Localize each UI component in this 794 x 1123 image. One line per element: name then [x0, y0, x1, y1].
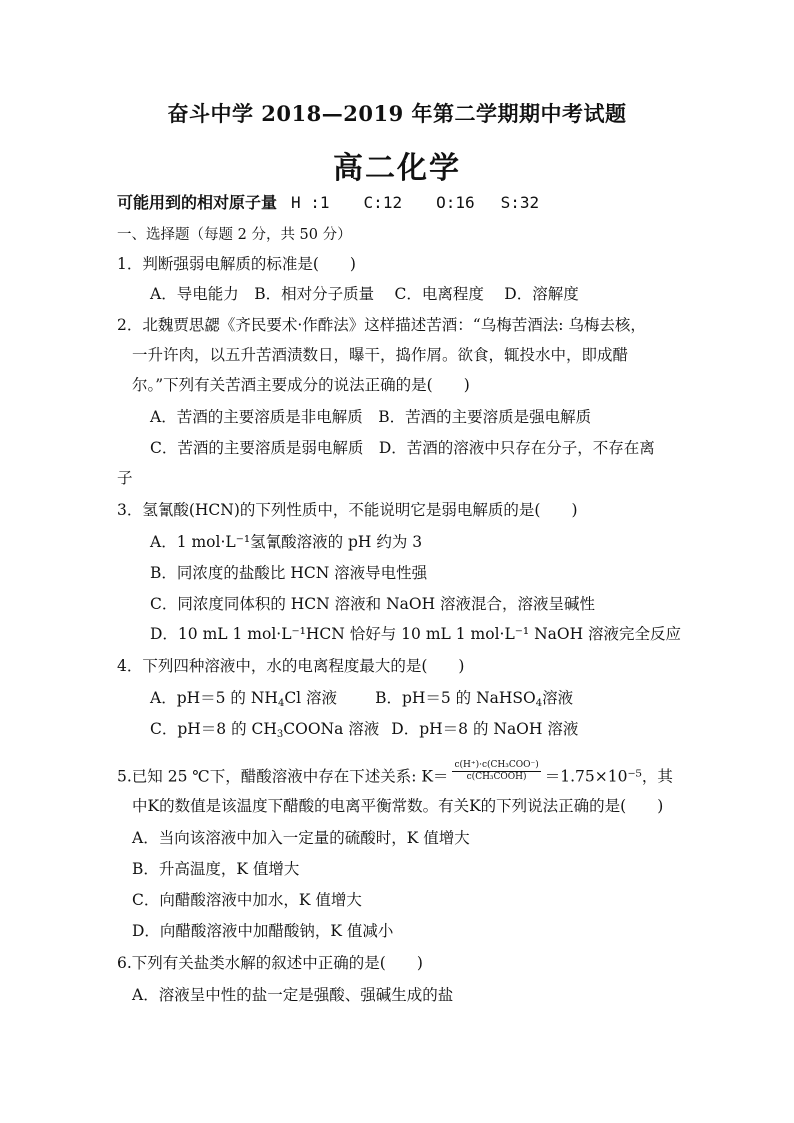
- question-3-option-a: A．1 mol·L⁻¹氢氰酸溶液的 pH 约为 3: [150, 533, 423, 551]
- atomic-mass-o: O:16: [436, 193, 475, 212]
- fraction-numerator: c(H⁺)·c(CH₃COO⁻): [454, 760, 539, 770]
- fraction-denominator: c(CH₃COOH): [466, 772, 527, 782]
- atomic-mass-s: S:32: [500, 193, 540, 212]
- question-5-option-c: C．向醋酸溶液中加水，K 值增大: [132, 891, 362, 909]
- atomic-masses: [117, 193, 539, 213]
- question-5-option-a: A．当向该溶液中加入一定量的硫酸时，K 值增大: [132, 829, 470, 847]
- question-5-stem-line-1: 5.已知 25 ℃下，醋酸溶液中存在下述关系: K＝ $\frac{\text{c(H⁺)·c(CH₃COO⁻)}}{\text{c(CH₃COOH)}}$ ＝1.75×10⁻⁵，其: [117, 760, 673, 786]
- exam-title: 奋斗中学 2018—2019 年第二学期期中考试题: [167, 101, 627, 126]
- question-1-options: A．导电能力 B．相对分子质量 C．电离程度 D．溶解度: [150, 285, 579, 303]
- question-4-option-a: A．pH＝5 的 $NH_4Cl$ 溶液: [150, 689, 338, 709]
- question-5-option-d: D．向醋酸溶液中加醋酸钠，K 值减小: [132, 922, 394, 940]
- question-2-options-cd-continued: 子: [117, 469, 133, 487]
- equilibrium-constant-fraction: [452, 760, 540, 783]
- question-2-options-cd: C．苦酒的主要溶质是弱电解质 D．苦酒的溶液中只存在分子，不存在离: [150, 439, 655, 457]
- question-4-option-b: B．pH＝5 的 NaHSO$_4$溶液: [375, 689, 574, 709]
- question-3-option-b: B．同浓度的盐酸比 HCN 溶液导电性强: [150, 564, 428, 582]
- question-4-option-c: C．pH＝8 的 $CH_3COONa$ 溶液: [150, 720, 380, 740]
- question-3-stem: 3．氢氰酸(HCN)的下列性质中，不能说明它是弱电解质的是( ): [117, 501, 578, 519]
- atomic-masses-label: 可能用到的相对原子量: [117, 193, 278, 212]
- question-2-stem-line-3: 尔。”下列有关苦酒主要成分的说法正确的是( ): [132, 376, 470, 394]
- question-4-options-cd: [150, 719, 578, 739]
- question-2-stem-line-1: 2．北魏贾思勰《齐民要术·作酢法》这样描述苦酒：“乌梅苦酒法: 乌梅去核，: [117, 316, 646, 334]
- question-3-option-c: C．同浓度同体积的 HCN 溶液和 NaOH 溶液混合，溶液呈碱性: [150, 595, 596, 613]
- question-6-option-a: A．溶液呈中性的盐一定是强酸、强碱生成的盐: [132, 986, 454, 1004]
- section-heading: 一、选择题（每题 2 分，共 50 分）: [117, 227, 352, 243]
- subject-title: 高二化学: [333, 151, 461, 186]
- atomic-mass-c: C:12: [363, 193, 403, 212]
- atomic-mass-h: H :1: [291, 193, 330, 212]
- question-4-option-d: D．pH＝8 的 NaOH 溶液: [391, 720, 579, 738]
- question-5-option-b: B．升高温度，K 值增大: [132, 860, 300, 878]
- question-2-options-ab: A．苦酒的主要溶质是非电解质 B．苦酒的主要溶质是强电解质: [150, 408, 592, 426]
- question-4-options-ab: [150, 688, 573, 708]
- question-6-stem: 6.下列有关盐类水解的叙述中正确的是( ): [117, 954, 423, 972]
- question-5-stem-line-2: 中K的数值是该温度下醋酸的电离平衡常数。有关K的下列说法正确的是( ): [132, 797, 664, 815]
- question-3-option-d: D．10 mL 1 mol·L⁻¹HCN 恰好与 10 mL 1 mol·L⁻¹ NaOH 溶液完全反应: [150, 625, 682, 643]
- question-4-stem: 4．下列四种溶液中，水的电离程度最大的是( ): [117, 657, 465, 675]
- question-2-stem-line-2: 一升许肉，以五升苦酒渍数日，曝干，捣作屑。欲食，辄投水中，即成醋: [132, 346, 629, 364]
- question-1-stem: 1．判断强弱电解质的标准是( ): [117, 255, 356, 273]
